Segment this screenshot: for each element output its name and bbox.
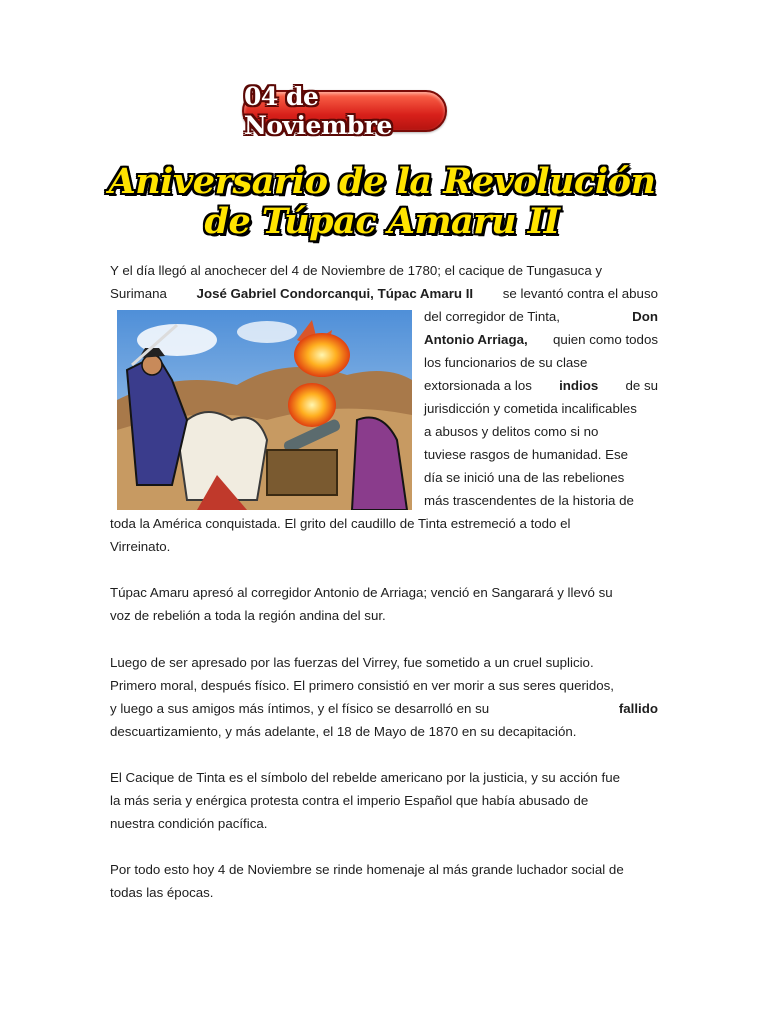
text-line [424, 305, 658, 328]
bold-name: Antonio Arriaga, [424, 332, 528, 347]
text-span: y luego a sus amigos más íntimos, y el físico se desarrolló en su [110, 701, 490, 716]
text-line [110, 535, 658, 558]
text-span: la más seria y enérgica protesta contra el imperio Español que había abusado de [110, 793, 589, 808]
title-line-1: Aniversario de la Revolución [108, 161, 656, 202]
text-line [110, 259, 658, 282]
text-line [110, 282, 658, 305]
text-line [110, 674, 658, 697]
text-line [110, 697, 658, 720]
paragraph-4 [110, 766, 658, 835]
text-span: todas las épocas. [110, 885, 214, 900]
text-span: se levantó contra el abuso [502, 286, 658, 301]
text-line [110, 881, 658, 904]
text-line [424, 328, 658, 351]
text-span: a abusos y delitos como si no [424, 424, 599, 439]
date-badge [242, 82, 447, 140]
text-line [110, 858, 658, 881]
paragraph-1-end [110, 512, 658, 558]
bold-name: José Gabriel Condorcanqui, Túpac Amaru II [196, 286, 474, 301]
text-span: toda la América conquistada. El grito del caudillo de Tinta estremeció a todo el [110, 516, 571, 531]
page-title [106, 162, 658, 242]
text-span: nuestra condición pacífica. [110, 816, 268, 831]
text-line [424, 374, 658, 397]
text-line [110, 512, 658, 535]
text-span: Primero moral, después físico. El primero consistió en ver morir a sus seres queridos, [110, 678, 614, 693]
text-line [424, 420, 658, 443]
bold-word: fallido [618, 701, 658, 716]
illustration-svg [117, 310, 412, 510]
text-span: Virreinato. [110, 539, 171, 554]
text-line [110, 604, 658, 627]
paragraph-3 [110, 651, 658, 743]
text-span: más trascendentes de la historia de [424, 493, 634, 508]
text-line [424, 351, 658, 374]
text-line [424, 397, 658, 420]
text-span: extorsionada a los [424, 378, 532, 393]
text-span: voz de rebelión a toda la región andina del sur. [110, 608, 386, 623]
title-line-2: de Túpac Amaru II [204, 201, 560, 242]
text-line [424, 489, 658, 512]
text-line [110, 789, 658, 812]
text-span: del corregidor de Tinta, [424, 309, 561, 324]
text-line [110, 651, 658, 674]
text-span: día se inició una de las rebeliones [424, 470, 625, 485]
text-span: Luego de ser apresado por las fuerzas del Virrey, fue sometido a un cruel suplicio. [110, 655, 594, 670]
paragraph-1-wrap [424, 305, 658, 512]
text-span: El Cacique de Tinta es el símbolo del rebelde americano por la justicia, y su acción fue [110, 770, 620, 785]
bold-word: indios [559, 378, 599, 393]
paragraph-1-intro [110, 259, 658, 305]
text-span: Surimana [110, 286, 167, 301]
text-span: los funcionarios de su clase [424, 355, 588, 370]
text-line [110, 812, 658, 835]
text-line [110, 766, 658, 789]
text-line [110, 720, 658, 743]
text-span: quien como todos [553, 332, 658, 347]
date-label: 04 de Noviembre [244, 82, 392, 140]
text-line [110, 581, 658, 604]
paragraph-5 [110, 858, 658, 904]
text-span: descuartizamiento, y más adelante, el 18 de Mayo de 1870 en su decapitación. [110, 724, 577, 739]
text-span: Y el día llegó al anochecer del 4 de Noviembre de 1780; el cacique de Tungasuca y [110, 263, 603, 278]
text-span: Por todo esto hoy 4 de Noviembre se rinde homenaje al más grande luchador social de [110, 862, 624, 877]
text-span: tuviese rasgos de humanidad. Ese [424, 447, 629, 462]
paragraph-2 [110, 581, 658, 627]
bold-name: Don [632, 309, 658, 324]
text-span: Túpac Amaru apresó al corregidor Antonio de Arriaga; venció en Sangarará y llevó su [110, 585, 613, 600]
text-span: jurisdicción y cometida incalificables [424, 401, 637, 416]
revolution-illustration [117, 310, 412, 510]
text-line [424, 443, 658, 466]
text-span: de su [625, 378, 658, 393]
text-line [424, 466, 658, 489]
